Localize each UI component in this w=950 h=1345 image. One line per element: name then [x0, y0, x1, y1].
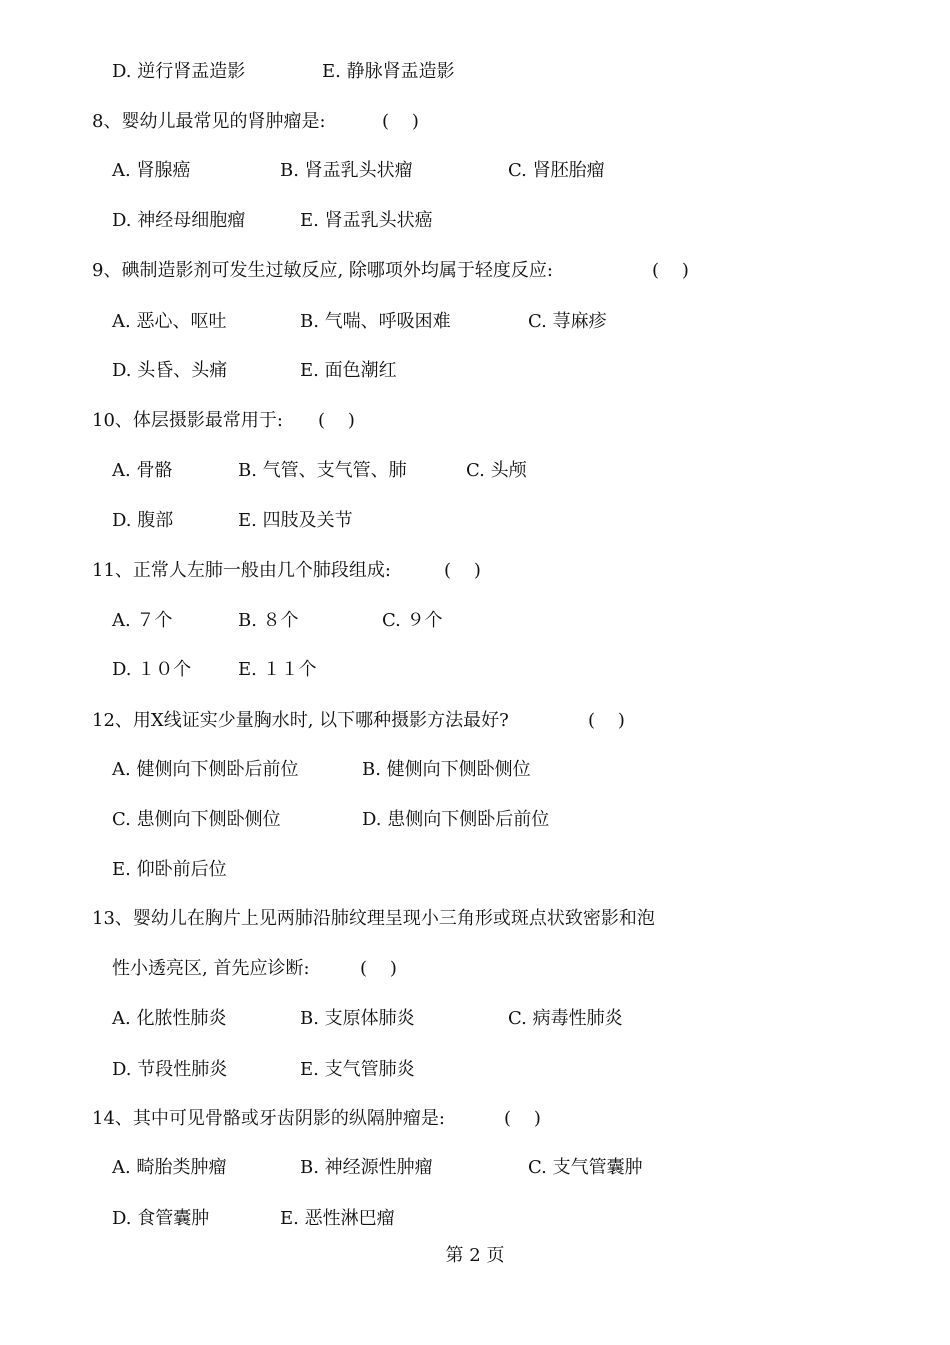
answer-blank-13: ( ): [360, 958, 397, 979]
option-11-b: B. ８个: [238, 610, 299, 631]
question-10: 10、体层摄影最常用于:: [92, 410, 283, 431]
option-12-d: D. 患侧向下侧卧后前位: [362, 809, 550, 830]
option-8-b: B. 肾盂乳头状瘤: [280, 160, 413, 181]
option-14-a: A. 畸胎类肿瘤: [112, 1157, 227, 1178]
option-11-c: C. ９个: [382, 610, 443, 631]
option-13-c: C. 病毒性肺炎: [508, 1008, 623, 1029]
option-9-d: D. 头昏、头痛: [112, 360, 228, 381]
answer-blank-11: ( ): [444, 560, 481, 581]
option-10-c: C. 头颅: [466, 460, 527, 481]
option-14-c: C. 支气管囊肿: [528, 1157, 643, 1178]
option-8-c: C. 肾胚胎瘤: [508, 160, 605, 181]
option-12-b: B. 健侧向下侧卧侧位: [362, 759, 531, 780]
option-9-e: E. 面色潮红: [300, 360, 397, 381]
option-14-d: D. 食管囊肿: [112, 1208, 210, 1229]
option-8-e: E. 肾盂乳头状癌: [300, 210, 433, 231]
answer-blank-10: ( ): [318, 410, 355, 431]
option-9-b: B. 气喘、呼吸困难: [300, 311, 451, 332]
option-9-a: A. 恶心、呕吐: [112, 311, 227, 332]
answer-blank-9: ( ): [652, 260, 689, 281]
option-12-e: E. 仰卧前后位: [112, 859, 227, 880]
option-10-e: E. 四肢及关节: [238, 510, 353, 531]
question-9: 9、碘制造影剂可发生过敏反应, 除哪项外均属于轻度反应:: [92, 260, 553, 281]
option-8-a: A. 肾腺癌: [112, 160, 191, 181]
page-number: 第 2 页: [445, 1245, 505, 1266]
question-12: 12、用X线证实少量胸水时, 以下哪种摄影方法最好?: [92, 710, 509, 731]
answer-blank-14: ( ): [504, 1108, 541, 1129]
option-7-e: E. 静脉肾盂造影: [322, 61, 455, 82]
option-13-d: D. 节段性肺炎: [112, 1059, 228, 1080]
option-7-d: D. 逆行肾盂造影: [112, 61, 246, 82]
option-13-b: B. 支原体肺炎: [300, 1008, 415, 1029]
option-10-d: D. 腹部: [112, 510, 174, 531]
option-14-e: E. 恶性淋巴瘤: [280, 1208, 395, 1229]
answer-blank-12: ( ): [588, 710, 625, 731]
question-11: 11、正常人左肺一般由几个肺段组成:: [92, 560, 391, 581]
option-11-a: A. ７个: [112, 610, 173, 631]
option-11-d: D. １０个: [112, 659, 192, 680]
option-12-c: C. 患侧向下侧卧侧位: [112, 809, 281, 830]
option-14-b: B. 神经源性肿瘤: [300, 1157, 433, 1178]
answer-blank-8: ( ): [382, 111, 419, 132]
question-8: 8、婴幼儿最常见的肾肿瘤是:: [92, 111, 326, 132]
option-8-d: D. 神经母细胞瘤: [112, 210, 246, 231]
question-13: 13、婴幼儿在胸片上见两肺沿肺纹理呈现小三角形或斑点状致密影和泡: [92, 908, 655, 929]
option-10-b: B. 气管、支气管、肺: [238, 460, 407, 481]
question-14: 14、其中可见骨骼或牙齿阴影的纵隔肿瘤是:: [92, 1108, 445, 1129]
option-13-e: E. 支气管肺炎: [300, 1059, 415, 1080]
option-11-e: E. １１个: [238, 659, 317, 680]
question-13-continued: 性小透亮区, 首先应诊断:: [112, 958, 310, 979]
option-13-a: A. 化脓性肺炎: [112, 1008, 227, 1029]
option-10-a: A. 骨骼: [112, 460, 173, 481]
option-12-a: A. 健侧向下侧卧后前位: [112, 759, 299, 780]
option-9-c: C. 荨麻疹: [528, 311, 607, 332]
